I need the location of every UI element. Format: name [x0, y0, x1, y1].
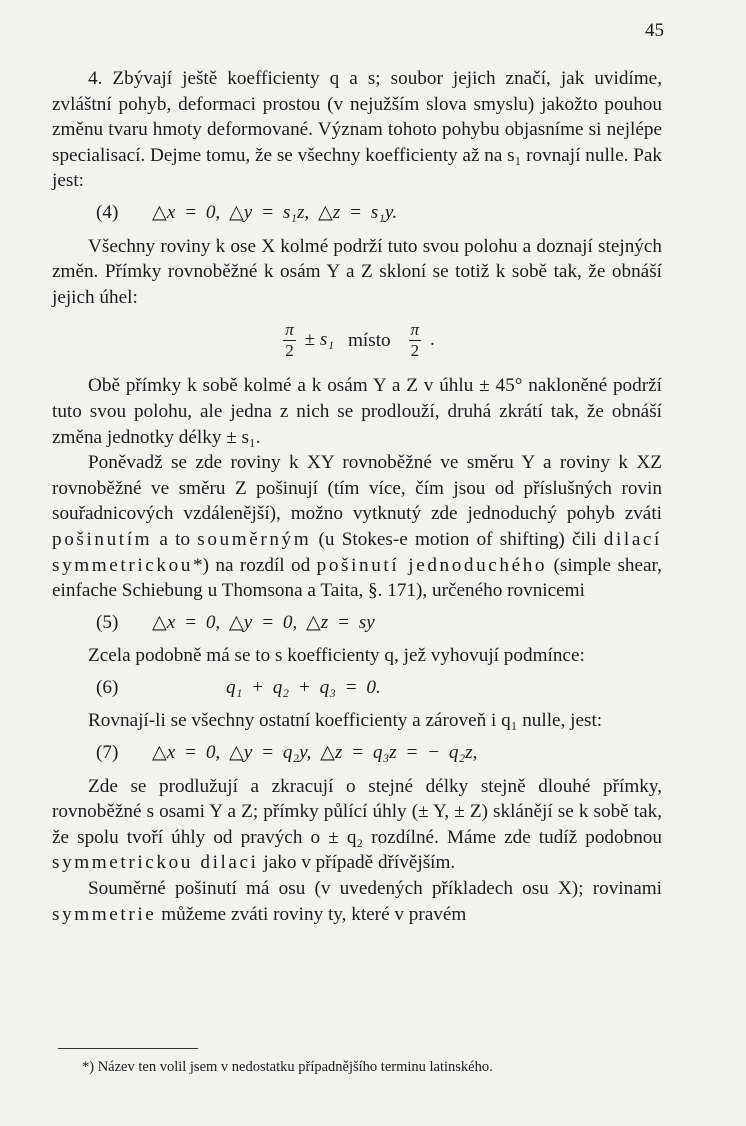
page-number: 45: [645, 20, 664, 41]
term-symmetrie: symmetrie: [52, 903, 157, 925]
paragraph-2: Všechny roviny k ose X kolmé podrží tuto svou polohu a doznají stejných změn. Přímky rovnoběžné k osám Y a Z skloní se totiž k sobě tak, že obnáší jejich úhel:: [52, 235, 662, 308]
term-posinuti: pošinutím: [52, 528, 153, 550]
paragraph-4-part-e: (simple shear, einfache Schiebung u Thomsona a Taita, §. 171), určeného rovnicemi: [52, 554, 662, 602]
term-soumernym: souměrným: [197, 528, 312, 550]
left-term: [279, 320, 334, 361]
equation-4-number: (4): [96, 201, 119, 223]
equation-7-number: (7): [96, 742, 119, 764]
paragraph-4-part-d: *) na rozdíl od: [192, 554, 317, 576]
right-fraction-numerator: π: [410, 320, 420, 340]
equation-5-number: (5): [96, 611, 119, 633]
paragraph-8-part-b: můžeme zváti roviny ty, které v pravém: [156, 903, 467, 925]
paragraph-7-part-b: jako v případě dřívějším.: [258, 852, 456, 874]
equation-5-body: △x = 0, △y = 0, △z = sy: [152, 611, 375, 633]
paragraph-6: Rovnají-li se všechny ostatní koefficienty a zároveň i q₁ nulle, jest:: [88, 710, 603, 732]
angle-expression: [52, 320, 662, 361]
left-fraction-numerator: π: [285, 320, 294, 340]
footnote-rule: [58, 1048, 198, 1049]
equation-4: [52, 200, 662, 226]
paragraph-7-part-a: Zde se prodlužují a zkracují o stejné délky stejně dlouhé přímky, rovnoběžné s osami Y a Z; přímky půlící úhly (± Y, ± Z) sklánějí se k sobě tak, že spolu tvoří úhly od pravých o ± q₂ rozdílné. Máme zde tudíž podobnou: [52, 775, 662, 848]
term-posinuti-jednoducheho: pošinutí jednoduchého: [316, 554, 548, 576]
left-term-tail: ± s₁: [304, 329, 334, 351]
equation-6: [52, 675, 662, 701]
right-term: [405, 320, 435, 361]
equation-5: [52, 610, 662, 636]
right-fraction: [409, 320, 422, 361]
right-fraction-denominator: 2: [410, 341, 420, 361]
paragraph-4-part-c: (u Stokes-e motion of shifting) čili: [311, 528, 604, 550]
term-dilaci-symmetrickou: dilací symmetrickou: [52, 528, 662, 576]
body-text: [52, 66, 662, 927]
equation-6-number: (6): [96, 676, 119, 698]
paragraph-4: [52, 450, 662, 604]
paragraph-4-part-a: Poněvadž se zde roviny k XY rovnoběžné ve směru Y a roviny k XZ rovnoběžné ve směru Z pošinují (tím více, čím jsou od příslušných rovin souřadnicových vzdálenější), možno vytknutý zde jednoduchý pohyb zváti: [52, 452, 662, 525]
equation-4-body: △x = 0, △y = s₁z, △z = s₁y.: [152, 201, 398, 223]
equation-7: [52, 740, 662, 766]
paragraph-3: Obě přímky k sobě kolmé a k osám Y a Z v úhlu ± 45° nakloněné podrží tuto svou polohu, ale jedna z nich se prodlouží, druhá zkrátí tak, že obnáší změna jednotky délky ± s₁.: [52, 375, 662, 448]
paragraph-8-part-a: Souměrné pošinutí má osu (v uvedených příkladech osu X); rovinami: [88, 878, 662, 900]
left-fraction: [283, 320, 296, 361]
equation-6-body: q₁ + q₂ + q₃ = 0.: [226, 676, 381, 698]
footnote: *) Název ten volil jsem v nedostatku případnějšího terminu latinského.: [82, 1059, 493, 1075]
paragraph-5: Zcela podobně má se to s koefficienty q, jež vyhovují podmínce:: [88, 645, 585, 667]
right-term-tail: .: [429, 329, 435, 351]
left-fraction-denominator: 2: [285, 341, 294, 361]
word-misto: místo: [348, 330, 391, 352]
equation-7-body: △x = 0, △y = q₂y, △z = q₃z = − q₂z,: [152, 742, 478, 764]
paragraph-4-part-b: a to: [152, 528, 198, 550]
paragraph-1: 4. Zbývají ještě koefficienty q a s; soubor jejich značí, jak uvidíme, zvláštní pohyb, deformaci prostou (v nejužším slova smyslu) jakožto pouhou změnu tvaru hmoty deformované. Význam tohoto pohybu objasníme si nejlépe specialisací. Dejme tomu, že se všechny koefficienty až na s₁ rovnají nulle. Pak jest:: [52, 68, 663, 192]
term-symmetrickou-dilaci: symmetrickou dilaci: [52, 852, 259, 874]
paragraph-7: [52, 774, 662, 876]
paragraph-8: [52, 876, 662, 927]
